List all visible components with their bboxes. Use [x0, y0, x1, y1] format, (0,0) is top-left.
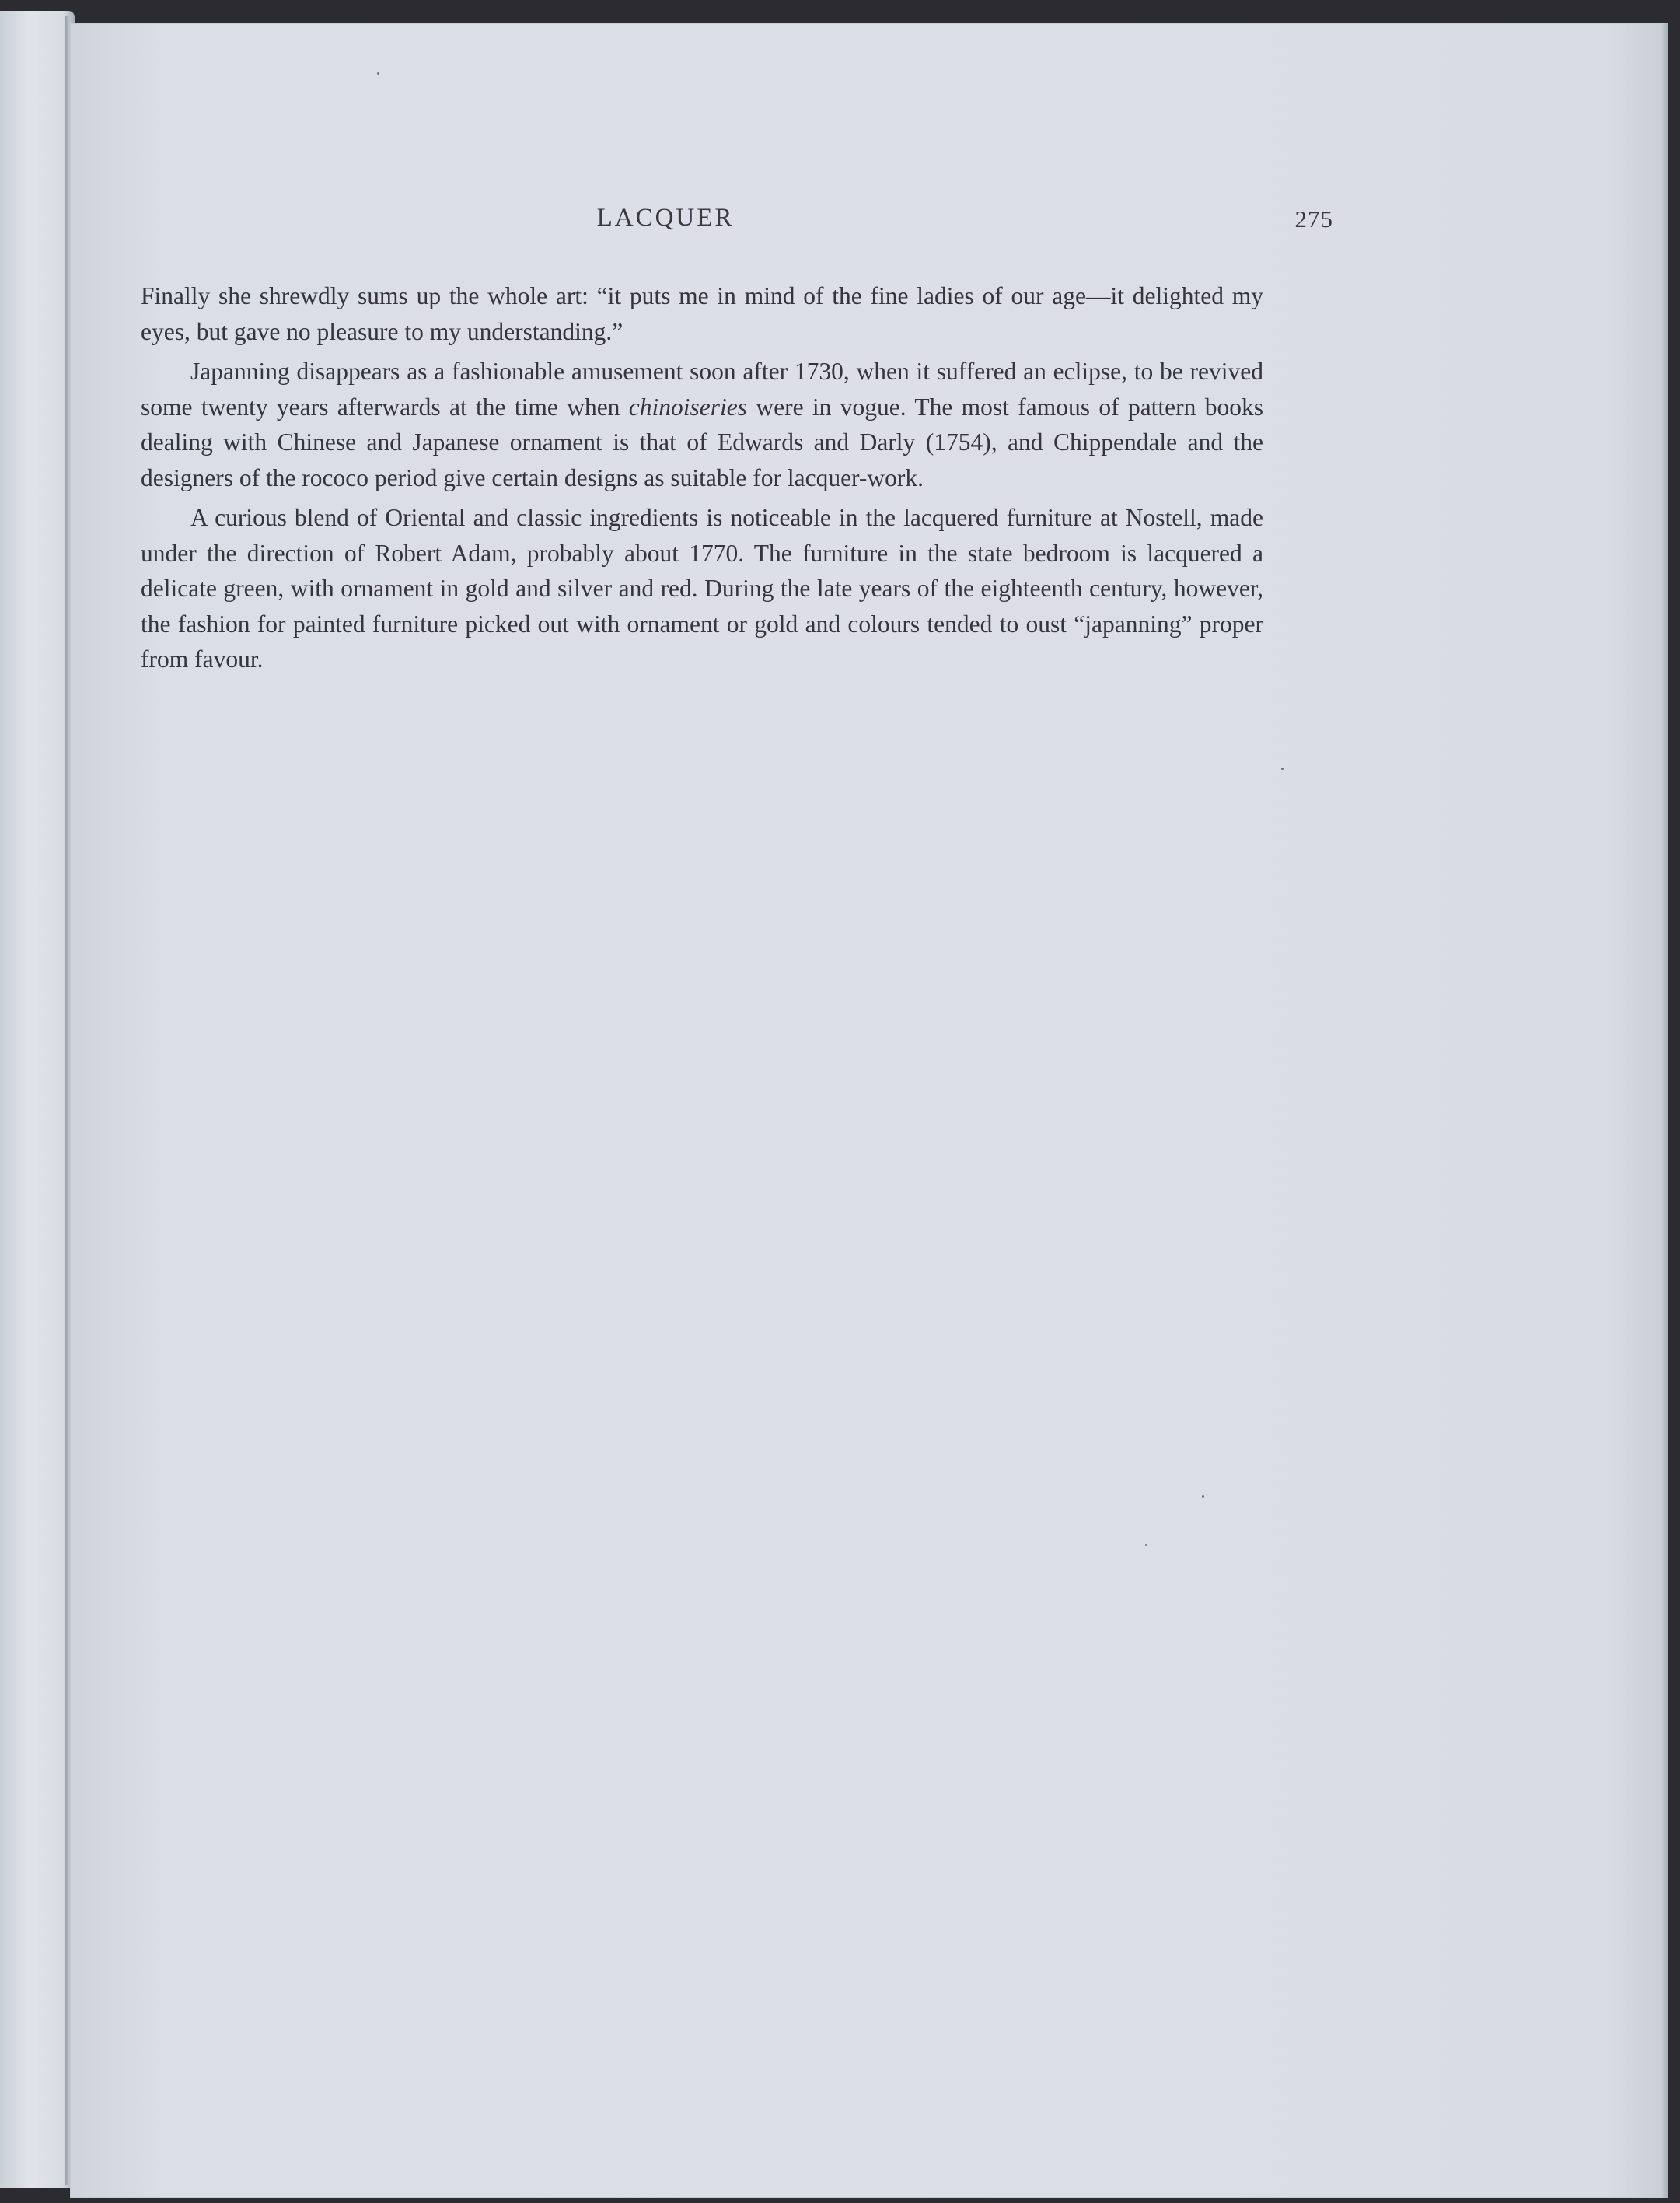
- paper-speck: [1145, 1544, 1147, 1546]
- italic-term: chinoiseries: [628, 393, 748, 421]
- page-number: 275: [1294, 205, 1333, 233]
- paper-speck: [377, 72, 379, 75]
- paragraph-2-text-after: were in vogue. The most famous of pattern books dealing with Chinese and Japanese ornament is that of Edwards and Darly (1754), and Chippendale and the designers of the rococo period give certain designs as suitable for lacquer-work.: [141, 393, 1263, 491]
- paragraph-2: [141, 354, 1263, 495]
- paragraph-3: A curious blend of Oriental and classic ingredients is noticeable in the lacquered furniture at Nostell, made under the direction of Robert Adam, probably about 1770. The furniture in the state bedroom is lacquered a delicate green, with ornament in gold and silver and red. During the late years of the eighteenth century, however, the fashion for painted furniture picked out with ornament or gold and colours tended to oust “japanning” proper from favour.: [141, 504, 1263, 673]
- paragraph-1: Finally she shrewdly sums up the whole art: “it puts me in mind of the fine ladies of our age—it delighted my eyes, but gave no pleasure to my understanding.”: [141, 282, 1263, 345]
- body-text: [141, 278, 1263, 682]
- running-head: [141, 204, 1333, 250]
- paper-speck: [1281, 768, 1284, 770]
- running-title: LACQUER: [596, 204, 735, 232]
- page-right-edge: [1661, 23, 1668, 2198]
- left-page-edge: [0, 11, 75, 2188]
- paragraph-2-text-before: Japanning disappears as a fashionable amusement soon after 1730, when it suffered an eclipse, to be revived some twenty years afterwards at the time when: [141, 358, 1263, 421]
- paper-speck: [1202, 1495, 1204, 1498]
